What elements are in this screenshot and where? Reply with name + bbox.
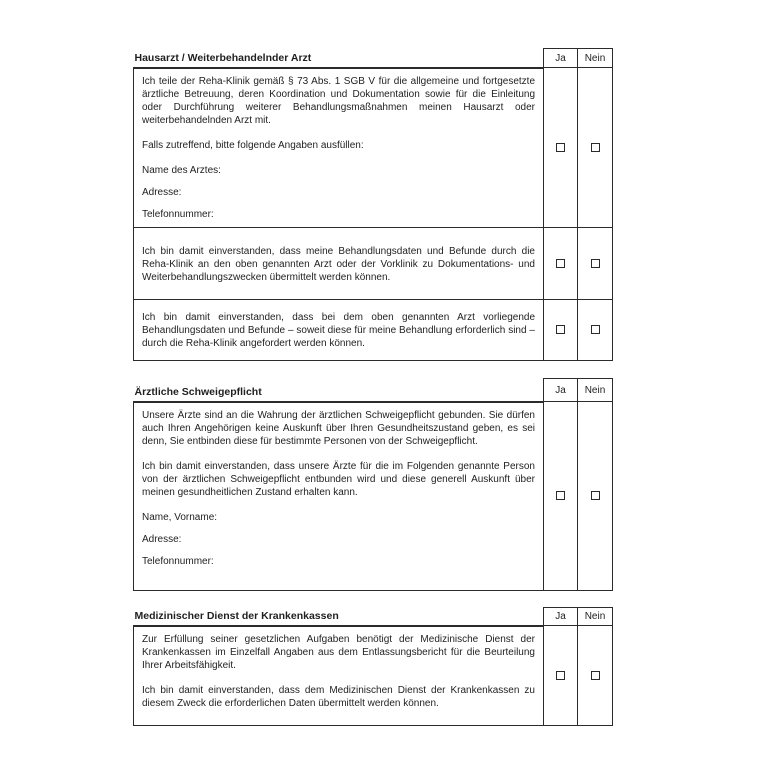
nein-checkbox[interactable] <box>591 259 600 268</box>
section-title-medizinischer-dienst: Medizinischer Dienst der Krankenkassen <box>134 608 544 626</box>
ja-checkbox[interactable] <box>556 671 565 680</box>
checkbox-cell-nein <box>578 300 613 361</box>
checkbox-cell-nein <box>578 402 613 591</box>
checkbox-cell-nein <box>578 228 613 300</box>
instruction-paragraph: Falls zutreffend, bitte folgende Angaben ausfüllen: <box>142 139 364 151</box>
info-paragraph: Zur Erfüllung seiner gesetzlichen Aufgaben benötigt der Medizinische Dienst der Krankenkassen im Einzelfall Angaben aus dem Entlassungsbericht für die Beurteilung Ihrer Arbeitsfähigkeit. <box>142 633 535 671</box>
consent-text-cell <box>134 228 544 300</box>
ja-checkbox[interactable] <box>556 325 565 334</box>
consent-table-medizinischer-dienst <box>133 607 613 726</box>
column-header-nein: Nein <box>578 379 613 402</box>
table-header-row <box>134 379 613 402</box>
column-header-nein: Nein <box>578 608 613 626</box>
checkbox-cell-ja <box>544 300 578 361</box>
column-header-ja: Ja <box>544 379 578 402</box>
consent-paragraph: Ich bin damit einverstanden, dass meine Behandlungsdaten und Befunde durch die Reha-Klinik an den oben genannten Arzt oder der Vorklinik zu Dokumentations- und Weiterbehandlungszwecken übermittelt werden können. <box>142 245 535 283</box>
column-header-ja: Ja <box>544 49 578 68</box>
info-paragraph: Unsere Ärzte sind an die Wahrung der ärztlichen Schweigepflicht gebunden. Sie dürfen auch Ihren Angehörigen keine Auskunft über Ihren Gesundheitszustand geben, es sei denn, Sie entbinden diese für bestimmte Personen von der Schweigepflicht. <box>142 409 535 447</box>
field-label-name-des-arztes: Name des Arztes: <box>142 164 221 176</box>
consent-table-hausarzt <box>133 48 613 361</box>
ja-checkbox[interactable] <box>556 491 565 500</box>
checkbox-cell-nein <box>578 68 613 228</box>
consent-paragraph: Ich bin damit einverstanden, dass unsere Ärzte für die im Folgenden genannte Person von der ärztlichen Schweigepflicht entbunden wird und diese generell Auskunft über meinen gesundheitlichen Zustand erhalten kann. <box>142 460 535 498</box>
table-header-row <box>134 49 613 68</box>
consent-paragraph: Ich teile der Reha-Klinik gemäß § 73 Abs. 1 SGB V für die allgemeine und fortgesetzte ärztliche Betreuung, deren Koordination und Dokumentation sowie für die Einleitung oder Durchführung weiterer Behandlungsmaßnahmen meinen Hausarzt oder weiterbehandelnden Arzt mit. <box>142 75 535 126</box>
ja-checkbox[interactable] <box>556 259 565 268</box>
field-label-adresse: Adresse: <box>142 533 182 545</box>
checkbox-cell-ja <box>544 68 578 228</box>
field-label-name-vorname: Name, Vorname: <box>142 511 218 523</box>
field-label-adresse: Adresse: <box>142 186 182 198</box>
consent-text-cell <box>134 68 544 228</box>
consent-text-cell <box>134 402 544 591</box>
checkbox-cell-ja <box>544 228 578 300</box>
table-row <box>134 626 613 726</box>
nein-checkbox[interactable] <box>591 325 600 334</box>
consent-table-schweigepflicht <box>133 378 613 591</box>
field-label-telefonnummer: Telefonnummer: <box>142 555 214 567</box>
column-header-nein: Nein <box>578 49 613 68</box>
consent-text-cell <box>134 626 544 726</box>
section-title-hausarzt: Hausarzt / Weiterbehandelnder Arzt <box>134 49 544 68</box>
table-row <box>134 300 613 361</box>
field-label-telefonnummer: Telefonnummer: <box>142 208 214 220</box>
table-row <box>134 402 613 591</box>
checkbox-cell-ja <box>544 402 578 591</box>
table-header-row <box>134 608 613 626</box>
checkbox-cell-ja <box>544 626 578 726</box>
nein-checkbox[interactable] <box>591 491 600 500</box>
nein-checkbox[interactable] <box>591 143 600 152</box>
consent-text-cell <box>134 300 544 361</box>
consent-form-page <box>133 48 612 726</box>
section-title-schweigepflicht: Ärztliche Schweigepflicht <box>134 379 544 402</box>
table-row <box>134 68 613 228</box>
nein-checkbox[interactable] <box>591 671 600 680</box>
table-row <box>134 228 613 300</box>
consent-paragraph: Ich bin damit einverstanden, dass bei dem oben genannten Arzt vorliegende Behandlungsdaten und Befunde – soweit diese für meine Behandlung erforderlich sind – durch die Reha-Klinik angefordert werden können. <box>142 312 535 349</box>
consent-paragraph: Ich bin damit einverstanden, dass dem Medizinischen Dienst der Krankenkassen zu diesem Zweck die erforderlichen Daten übermittelt werden können. <box>142 684 535 709</box>
column-header-ja: Ja <box>544 608 578 626</box>
ja-checkbox[interactable] <box>556 143 565 152</box>
checkbox-cell-nein <box>578 626 613 726</box>
